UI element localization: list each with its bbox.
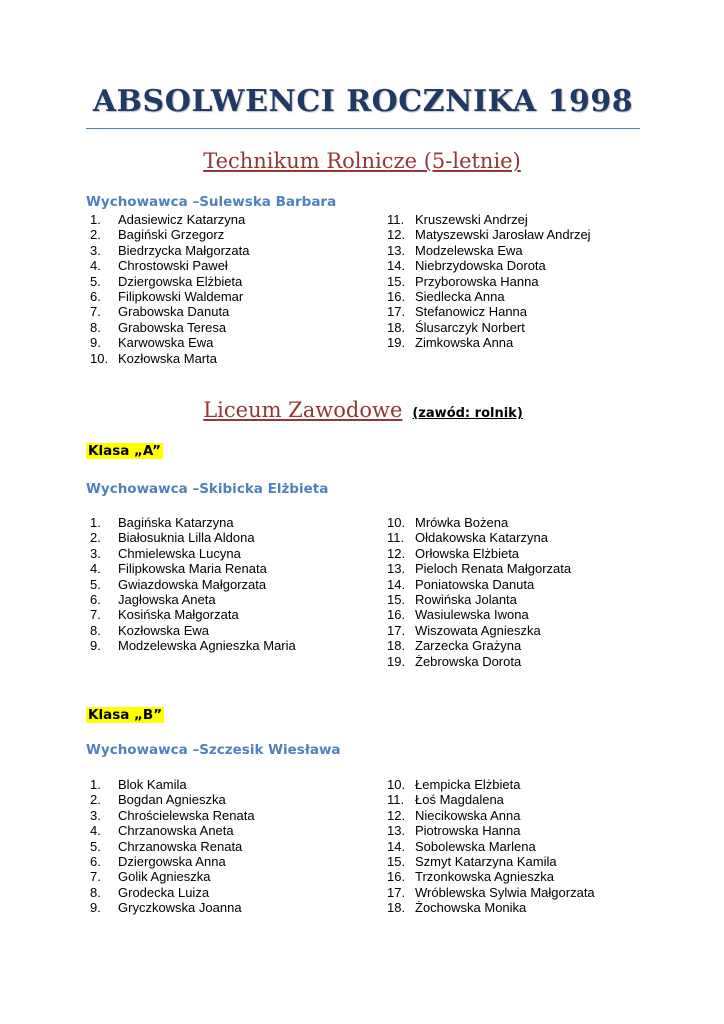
list-item [90, 792, 255, 807]
list-item [90, 808, 255, 823]
list-item [387, 561, 571, 576]
list-item [90, 900, 255, 915]
list-item [387, 530, 571, 545]
student-name: Białosuknia Lilla Aldona [118, 530, 255, 546]
list-item [387, 335, 591, 350]
student-name: Wróblewska Sylwia Małgorzata [415, 884, 595, 900]
student-name: Pieloch Renata Małgorzata [415, 561, 572, 577]
list-item [90, 335, 250, 350]
student-name: Grodecka Luiza [118, 884, 210, 900]
student-name: Kozłowska Marta [118, 350, 217, 366]
teacher-class-b: Wychowawca –Szczesik Wiesława [86, 742, 341, 758]
student-name: Żochowska Monika [415, 900, 527, 916]
list-item [387, 823, 595, 838]
item-number: 17. [387, 884, 406, 900]
item-number: 15. [387, 273, 406, 289]
section-title-liceum-wrapper [86, 398, 640, 422]
list-item [387, 577, 571, 592]
list-item [387, 792, 595, 807]
list-item [90, 777, 255, 792]
student-name: Siedlecka Anna [415, 288, 505, 304]
item-number: 6. [90, 288, 101, 304]
student-list-technikum-left [90, 212, 250, 366]
list-item [387, 623, 571, 638]
student-name: Zimkowska Anna [415, 335, 514, 351]
class-label-b: Klasa „B” [88, 707, 163, 723]
student-name: Przyborowska Hanna [415, 273, 539, 289]
item-number: 11. [387, 530, 405, 546]
student-name: Trzonkowska Agnieszka [415, 869, 554, 885]
teacher-technikum: Wychowawca –Sulewska Barbara [86, 194, 337, 210]
student-name: Łoś Magdalena [415, 792, 504, 808]
student-name: Filipkowska Maria Renata [118, 561, 267, 577]
item-number: 6. [90, 591, 101, 607]
list-item [387, 654, 571, 669]
list-item [90, 869, 255, 884]
section-title-technikum: Technikum Rolnicze (5-letnie) [203, 149, 521, 173]
list-item [90, 592, 296, 607]
student-name: Gwiazdowska Małgorzata [118, 576, 267, 592]
list-item [90, 227, 250, 242]
item-number: 15. [387, 591, 406, 607]
student-name: Niecikowska Anna [415, 807, 521, 823]
item-number: 3. [90, 545, 101, 561]
student-name: Orłowska Elżbieta [415, 545, 520, 561]
student-name: Matyszewski Jarosław Andrzej [415, 227, 591, 243]
list-item [90, 274, 250, 289]
item-number: 5. [90, 838, 101, 854]
class-label-a: Klasa „A” [88, 443, 161, 459]
item-number: 3. [90, 242, 101, 258]
item-number: 18. [387, 319, 406, 335]
student-list-class-a-right [387, 515, 571, 669]
document-title: ABSOLWENCI ROCZNIKA 1998 [92, 84, 634, 119]
student-name: Bogdan Agnieszka [118, 792, 226, 808]
student-name: Sobolewska Marlena [415, 838, 536, 854]
list-item [387, 304, 591, 319]
student-name: Wiszowata Agnieszka [415, 622, 541, 638]
item-number: 4. [90, 823, 101, 839]
item-number: 1. [90, 212, 101, 227]
student-name: Karwowska Ewa [118, 335, 214, 351]
item-number: 15. [387, 853, 406, 869]
section-title-liceum: Liceum Zawodowe [203, 398, 403, 422]
student-name: Niebrzydowska Dorota [415, 258, 546, 274]
student-name: Filipkowski Waldemar [118, 288, 244, 304]
list-item [90, 607, 296, 622]
item-number: 1. [90, 515, 101, 530]
list-item [90, 320, 250, 335]
list-item [90, 289, 250, 304]
list-item [387, 900, 595, 915]
item-number: 13. [387, 242, 406, 258]
list-item [387, 854, 595, 869]
item-number: 14. [387, 838, 406, 854]
list-item [90, 515, 296, 530]
list-item [387, 274, 591, 289]
list-item [90, 839, 255, 854]
item-number: 9. [90, 638, 101, 654]
list-item [387, 777, 595, 792]
item-number: 12. [387, 227, 406, 243]
item-number: 8. [90, 622, 101, 638]
list-item [387, 289, 591, 304]
list-item [387, 607, 571, 622]
list-item [387, 869, 595, 884]
list-item [90, 212, 250, 227]
item-number: 4. [90, 258, 101, 274]
item-number: 14. [387, 258, 406, 274]
list-item [90, 823, 255, 838]
item-number: 16. [387, 607, 406, 623]
list-item [90, 258, 250, 273]
item-number: 7. [90, 869, 101, 885]
item-number: 8. [90, 884, 101, 900]
item-number: 16. [387, 288, 406, 304]
item-number: 10. [387, 777, 406, 792]
item-number: 10. [387, 515, 406, 530]
section-subtitle-liceum: (zawód: rolnik) [412, 406, 523, 421]
student-name: Chrzanowska Renata [118, 838, 243, 854]
item-number: 9. [90, 900, 101, 916]
item-number: 17. [387, 304, 406, 320]
student-list-class-a-left [90, 515, 296, 654]
item-number: 19. [387, 653, 406, 669]
student-name: Adasiewicz Katarzyna [118, 212, 246, 227]
list-item [90, 638, 296, 653]
student-name: Jagłowska Aneta [118, 591, 216, 607]
student-name: Biedrzycka Małgorzata [118, 242, 250, 258]
list-item [387, 839, 595, 854]
title-underline-rule [86, 128, 640, 129]
item-number: 17. [387, 622, 406, 638]
item-number: 19. [387, 335, 406, 351]
item-number: 11. [387, 212, 405, 227]
student-name: Bagińska Katarzyna [118, 515, 234, 530]
student-name: Kozłowska Ewa [118, 622, 210, 638]
list-item [387, 212, 591, 227]
list-item [387, 885, 595, 900]
list-item [387, 515, 571, 530]
student-name: Piotrowska Hanna [415, 823, 521, 839]
student-name: Kruszewski Andrzej [415, 212, 528, 227]
list-item [387, 592, 571, 607]
student-name: Gryczkowska Joanna [118, 900, 242, 916]
student-name: Ślusarczyk Norbert [415, 319, 525, 335]
student-name: Blok Kamila [118, 777, 187, 792]
item-number: 7. [90, 304, 101, 320]
list-item [90, 304, 250, 319]
list-item [387, 227, 591, 242]
item-number: 3. [90, 807, 101, 823]
item-number: 6. [90, 853, 101, 869]
student-list-class-b-left [90, 777, 255, 916]
item-number: 2. [90, 227, 101, 243]
list-item [90, 885, 255, 900]
list-item [387, 546, 571, 561]
list-item [90, 546, 296, 561]
student-name: Grabowska Teresa [118, 319, 227, 335]
item-number: 12. [387, 545, 406, 561]
list-item [90, 623, 296, 638]
item-number: 2. [90, 530, 101, 546]
student-name: Mrówka Bożena [415, 515, 509, 530]
teacher-class-a: Wychowawca –Skibicka Elżbieta [86, 481, 329, 497]
student-name: Dziergowska Elżbieta [118, 273, 243, 289]
list-item [90, 351, 250, 366]
student-list-class-b-right [387, 777, 595, 916]
list-item [387, 320, 591, 335]
item-number: 5. [90, 576, 101, 592]
item-number: 18. [387, 900, 406, 916]
student-name: Chrzanowska Aneta [118, 823, 234, 839]
student-name: Chrostowski Paweł [118, 258, 228, 274]
list-item [90, 530, 296, 545]
item-number: 5. [90, 273, 101, 289]
student-name: Chrościelewska Renata [118, 807, 255, 823]
list-item [387, 258, 591, 273]
student-name: Dziergowska Anna [118, 853, 226, 869]
item-number: 1. [90, 777, 101, 792]
item-number: 14. [387, 576, 406, 592]
list-item [90, 854, 255, 869]
student-name: Szmyt Katarzyna Kamila [415, 853, 557, 869]
item-number: 7. [90, 607, 101, 623]
item-number: 13. [387, 561, 406, 577]
student-name: Chmielewska Lucyna [118, 545, 241, 561]
list-item [90, 561, 296, 576]
item-number: 11. [387, 792, 405, 808]
student-name: Modzelewska Ewa [415, 242, 523, 258]
list-item [90, 577, 296, 592]
item-number: 13. [387, 823, 406, 839]
student-name: Kosińska Małgorzata [118, 607, 239, 623]
student-name: Modzelewska Agnieszka Maria [118, 638, 296, 654]
item-number: 12. [387, 807, 406, 823]
item-number: 8. [90, 319, 101, 335]
item-number: 2. [90, 792, 101, 808]
student-name: Wasiulewska Iwona [415, 607, 529, 623]
item-number: 18. [387, 638, 406, 654]
item-number: 16. [387, 869, 406, 885]
student-name: Grabowska Danuta [118, 304, 230, 320]
student-name: Poniatowska Danuta [415, 576, 535, 592]
student-name: Ołdakowska Katarzyna [415, 530, 548, 546]
student-name: Żebrowska Dorota [415, 653, 522, 669]
list-item [387, 243, 591, 258]
student-name: Golik Agnieszka [118, 869, 211, 885]
student-name: Zarzecka Grażyna [415, 638, 522, 654]
list-item [387, 808, 595, 823]
student-name: Stefanowicz Hanna [415, 304, 528, 320]
list-item [387, 638, 571, 653]
student-name: Bagiński Grzegorz [118, 227, 225, 243]
student-name: Rowińska Jolanta [415, 591, 517, 607]
item-number: 10. [90, 350, 109, 366]
list-item [90, 243, 250, 258]
item-number: 4. [90, 561, 101, 577]
item-number: 9. [90, 335, 101, 351]
student-list-technikum-right [387, 212, 591, 351]
student-name: Łempicka Elżbieta [415, 777, 521, 792]
